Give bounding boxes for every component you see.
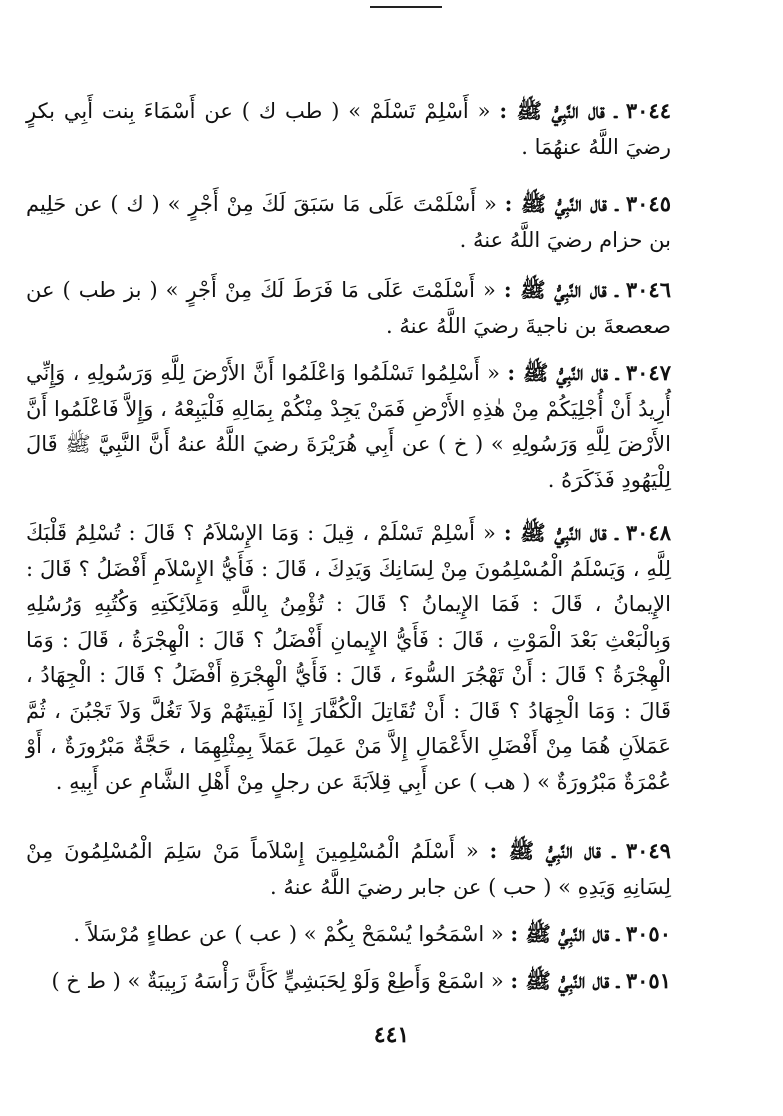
hadith-speaker: ـ قال النَّبِيُّ ﷺ : bbox=[510, 968, 620, 993]
hadith-number: ٣٠٤٥ bbox=[625, 191, 671, 216]
hadith-text: « أَسْلِمْ تَسْلَمْ ، قِيلَ : وَمَا الإِسْلاَمُ ؟ قَالَ : تُسْلِمُ قَلْبَكَ لِلَّهِ ، وَيَسْلَمُ الْمُسْلِمُونَ مِنْ لِسَانِكَ وَيَدِكَ ، قَالَ : فَأَيُّ الإِسْلاَمِ أَفْضَلُ ؟ قَالَ : الإِيمانُ ، قَالَ : فَمَا الإِيمانُ ؟ قَالَ : تُؤْمِنُ بِاللَّهِ وَمَلاَئِكَتِهِ وَكُتُبِهِ وَرُسُلِهِ وَبِالْبَعْثِ بَعْدَ الْمَوْتِ ، قَالَ : فَأَيُّ الإِيمانِ أَفْضَلُ ؟ قَالَ : الْهِجْرَةُ ، قَالَ : وَمَا الْهِجْرَةُ ؟ قَالَ : أَنْ تَهْجُرَ السُّوءَ ، قَالَ : فَأَيُّ الْهِجْرَةِ أَفْضَلُ ؟ قَالَ : الْجِهَادُ ، قَالَ : وَمَا الْجِهَادُ ؟ قَالَ : أَنْ تُقَاتِلَ الْكُفَّارَ إِذَا لَقِيتَهُمْ وَلاَ تَغُلَّ وَلاَ تَجْبُنَ ، ثُمَّ عَمَلاَنِ هُمَا مِنْ أَفْضَلِ الأَعْمَالِ إِلاَّ مَنْ عَمِلَ عَمَلاً بِمِثْلِهِمَا ، حَجَّةٌ مَبْرُورَةٌ ، أَوْ عُمْرَةٌ مَبْرُورَةٌ » ( هب ) عن أَبِي قِلاَبَةَ عن رجلٍ مِنْ أَهْلِ الشَّامِ عن أَبِيهِ . bbox=[26, 521, 671, 794]
hadith-text: « أَسْلَمْتَ عَلَى مَا فَرَطَ لَكَ مِنْ أَجْرٍ » ( بز طب ) عن صعصعةَ بن ناجيةَ رضيَ اللَّهُ عنهُ . bbox=[26, 278, 671, 338]
hadith-3048 bbox=[26, 515, 671, 800]
hadith-text: « اسْمَحُوا يُسْمَحْ بِكُمْ » ( عب ) عن عطاءٍ مُرْسَلاً . bbox=[73, 922, 504, 946]
hadith-number: ٣٠٤٩ bbox=[625, 838, 671, 863]
hadith-3044 bbox=[26, 93, 671, 165]
hadith-3050 bbox=[26, 916, 671, 953]
hadith-number: ٣٠٤٧ bbox=[625, 360, 671, 385]
hadith-speaker: ـ قال النَّبِيُّ ﷺ : bbox=[510, 921, 620, 946]
hadith-speaker: ـ قال النَّبِيُّ ﷺ : bbox=[489, 838, 615, 863]
hadith-number: ٣٠٤٨ bbox=[625, 520, 671, 545]
hadith-text: « أَسْلَمُ الْمُسْلِمِينَ إِسْلاَماً مَنْ سَلِمَ الْمُسْلِمُونَ مِنْ لِسَانِهِ وَيَدِهِ » ( حب ) عن جابر رضيَ اللَّهُ عنهُ . bbox=[26, 839, 671, 899]
hadith-number: ٣٠٥١ bbox=[625, 968, 671, 993]
hadith-speaker: ـ قال النَّبِيُّ ﷺ : bbox=[504, 191, 619, 216]
top-rule bbox=[370, 6, 442, 8]
hadith-speaker: ـ قال النَّبِيُّ ﷺ : bbox=[503, 277, 618, 302]
page-number: ٤٤١ bbox=[373, 1022, 410, 1048]
hadith-3049 bbox=[26, 833, 671, 905]
hadith-3045 bbox=[26, 186, 671, 258]
hadith-text: « أَسْلِمُوا تَسْلَمُوا وَاعْلَمُوا أَنَّ الأَرْضَ لِلَّهِ وَرَسُولِهِ ، وَإِنِّي أُرِيدُ أَنْ أُجْلِيَكُمْ مِنْ هٰذِهِ الأَرْضِ فَمَنْ يَجِدْ مِنْكُمْ بِمَالِهِ فَلْيَبِعْهُ ، وَإِلاَّ فَاعْلَمُوا أَنَّ الأَرْضَ لِلَّهِ وَرَسُولِهِ » ( خ ) عن أَبِي هُرَيْرَةَ رضيَ اللَّهُ عنهُ أَنَّ النَّبِيَّ ﷺ قَالَ لِلْيَهُودِ فَذَكَرَهُ . bbox=[26, 361, 671, 492]
hadith-3046 bbox=[26, 272, 671, 344]
hadith-speaker: ـ قال النَّبِيُّ ﷺ : bbox=[507, 360, 619, 385]
hadith-text: « اسْمَعْ وَأَطِعْ وَلَوْ لِحَبَشِيٍّ كَأَنَّ رَأْسَهُ زَبِيبَةٌ » ( ط خ ) bbox=[51, 969, 504, 993]
hadith-text: « أَسْلِمْ تَسْلَمْ » ( طب ك ) عن أَسْمَاءَ بِنت أَبِي بكرٍ رضيَ اللَّهُ عنهُمَا . bbox=[26, 99, 671, 159]
hadith-3047 bbox=[26, 355, 671, 498]
hadith-speaker: ـ قال النَّبِيُّ ﷺ : bbox=[499, 98, 617, 123]
hadith-3051 bbox=[26, 963, 671, 1000]
hadith-number: ٣٠٤٦ bbox=[625, 277, 671, 302]
hadith-number: ٣٠٥٠ bbox=[625, 921, 671, 946]
hadith-text: « أَسْلَمْتَ عَلَى مَا سَبَقَ لَكَ مِنْ أَجْرٍ » ( ك ) عن حَلِيم بن حزام رضيَ اللَّهُ عنهُ . bbox=[26, 192, 671, 252]
hadith-speaker: ـ قال النَّبِيُّ ﷺ : bbox=[503, 520, 618, 545]
hadith-number: ٣٠٤٤ bbox=[625, 98, 671, 123]
